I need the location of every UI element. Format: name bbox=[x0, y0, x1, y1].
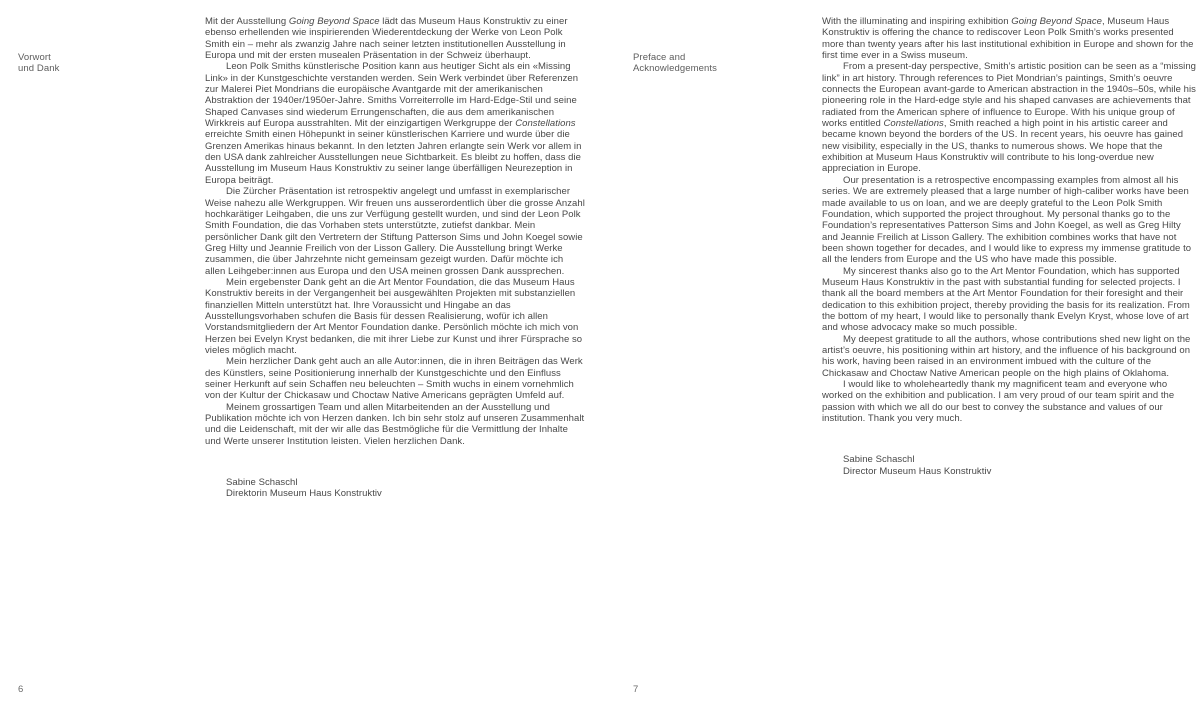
text-segment: erreichte Smith einen Höhepunkt in seiner künstlerischen Karriere und wurde über die Grenzen Amerikas hinaus bekannt. In den letzten Jahren erlangte sein Werk vor allem in den USA dank zahlreicher Ausstellungen neue Sichtbarkeit. Es bleibt zu hoffen, dass die Ausstellung im Museum Haus Konstruktiv zu seiner lange überfälligen Neurezeption in Europa beiträgt. bbox=[205, 129, 582, 186]
paragraph bbox=[822, 61, 1196, 174]
paragraph bbox=[205, 277, 585, 356]
text-segment: , Smith reached a high point in his artistic career and became known beyond the borders of the US. In recent years, his oeuvre has gained new visibility, especially in the US, thanks to numerous shows. We hope that the exhibition at Museum Haus Konstruktiv will contribute to his long-overdue new appreciation in Europe. bbox=[822, 118, 1184, 175]
text-segment: With the illuminating and inspiring exhibition bbox=[822, 16, 1012, 27]
text-segment: Our presentation is a retrospective encompassing examples from almost all his series. We are extremely pleased that a large number of high-caliber works have been made available to us on loan, and we are deeply grateful to the Leon Polk Smith Foundation, which supported the project throughout. My personal thanks go to the Foundation’s representatives Patterson Sims and John Koegel, as well as Greg Hilty and Jeannie Freilich at Lisson Gallery. The exhibition combines works that have not been shown together for decades, and I would like to express my immense gratitude to all the lenders from Europe and the US who have made this possible. bbox=[822, 174, 1192, 266]
paragraph bbox=[822, 16, 1196, 61]
signature-name: Sabine Schaschl bbox=[843, 454, 915, 466]
paragraph bbox=[205, 16, 585, 61]
italic-text: Going Beyond Space bbox=[1011, 16, 1102, 27]
english-text-column bbox=[822, 16, 1196, 477]
paragraph bbox=[205, 356, 585, 401]
german-text-column bbox=[205, 16, 585, 500]
text-segment: Leon Polk Smiths künstlerische Position kann aus heutiger Sicht als ein «Missing Link» in der Kunstgeschichte verstanden werden. Sein Werk verbindet über Referenzen zur Malerei Piet Mondrians die europäische Avantgarde mit der amerikanischen Abstraktion der 1940er/1950er-Jahre. Smiths Vorreiterrolle im Hard-Edge-Stil und seine Shaped Canvases sind wiederum Errungenschaften, die aus dem amerikanischen Wirkkreis auf Europa ausstrahlten. Mit der einzigartigen Werkgruppe der bbox=[205, 61, 579, 130]
margin-label-line: und Dank bbox=[18, 63, 60, 75]
italic-text: Constellations bbox=[515, 118, 576, 130]
signature-title: Director Museum Haus Konstruktiv bbox=[843, 465, 992, 477]
text-segment: lädt das Museum Haus Konstruktiv zu einer ebenso erhellenden wie inspirierenden Wiederentdeckung der Werke von Leon Polk Smith ein – mehr als zwanzig Jahre nach seiner letzten institutionellen Ausstellung in Europa und mit der ersten musealen Präsentation in der Schweiz überhaupt. bbox=[205, 16, 568, 62]
signature-title: Direktorin Museum Haus Konstruktiv bbox=[226, 488, 382, 500]
margin-label-line: Preface and bbox=[633, 52, 686, 63]
margin-label-preface bbox=[633, 52, 717, 75]
text-segment: , Museum Haus Konstruktiv is offering the chance to rediscover Leon Polk Smith’s works presented more than twenty years after his last institutional exhibition in Europe and shown for the first time ever in a Swiss museum. bbox=[822, 16, 1194, 62]
margin-label-line: Vorwort bbox=[18, 52, 51, 63]
english-paragraphs bbox=[822, 16, 1196, 424]
signature-block-english bbox=[822, 454, 1196, 477]
paragraph bbox=[822, 379, 1196, 424]
text-segment: Die Zürcher Präsentation ist retrospektiv angelegt und umfasst in exemplarischer Weise nahezu alle Werkgruppen. Wir freuen uns ausserordentlich über die grosse Anzahl hochkarätiger Leihgaben, die uns zur Verfügung gestellt wurden, und sind der Leon Polk Smith Foundation, die das Vorhaben stets unterstützte, zutiefst dankbar. Mein persönlicher Dank gilt den Vertretern der Stiftung Patterson Sims und John Koegel sowie Greg Hilty und Jeannie Freilich von der Lisson Gallery. Die Ausstellung bringt Werke zusammen, die über Jahrzehnte nicht gemeinsam gezeigt wurden. Dafür möchte ich allen Leihgeber:innen aus Europa und den USA meinen grossen Dank aussprechen. bbox=[205, 186, 585, 277]
paragraph bbox=[822, 175, 1196, 266]
text-segment: Meinem grossartigen Team und allen Mitarbeitenden an der Ausstellung und Publikation möchte ich von Herzen danken. Ich bin sehr stolz auf unseren Zusammenhalt und die Leidenschaft, mit der wir alle das Bestmögliche für die Vermittlung der Inhalte und Werte unserer Institution leisten. Vielen herzlichen Dank. bbox=[205, 401, 585, 447]
text-segment: From a present-day perspective, Smith’s artistic position can be seen as a “missing link” in art history. Through references to Piet Mondrian’s paintings, Smith’s oeuvre connects the European avant-garde to American abstraction in the 1940s–50s, while his pioneering role in the Hard-edge style and his shaped canvases are achievements that radiated from the American sphere of influence to Europe. With his unique group of works entitled bbox=[822, 61, 1196, 130]
paragraph bbox=[822, 266, 1196, 334]
margin-label-line: Acknowledgements bbox=[633, 63, 717, 75]
text-segment: Mit der Ausstellung bbox=[205, 16, 289, 27]
page-number-right: 7 bbox=[633, 684, 639, 695]
text-segment: I would like to wholeheartedly thank my magnificent team and everyone who worked on the exhibition and publication. I am very proud of our team spirit and the passion with which we all do our best to convey the substance and values of our institution. Thank you very much. bbox=[822, 379, 1175, 425]
text-segment: Mein herzlicher Dank geht auch an alle Autor:innen, die in ihren Beiträgen das Werk des Künstlers, seine Positionierung innerhalb der Kunstgeschichte und den Einfluss seiner Herkunft auf sein Schaffen neu beleuchten – Smith wuchs in einem vornehmlich von der Kultur der Chickasaw und Choctaw Native Americans geprägten Umfeld auf. bbox=[205, 356, 583, 402]
paragraph bbox=[822, 334, 1196, 379]
page-number-left: 6 bbox=[18, 684, 24, 695]
paragraph bbox=[205, 61, 585, 186]
text-segment: Mein ergebenster Dank geht an die Art Mentor Foundation, die das Museum Haus Konstruktiv bereits in der Vergangenheit bei ausgewählten Projekten mit substanziellen finanziellen Mitteln unterstützt hat. Ihre Voraussicht und Hingabe an das Ausstellungsvorhaben schufen die Basis für dessen Realisierung, wofür ich allen Vorstandsmitgliedern der Art Mentor Foundation danke. Persönlich möchte ich mich von Herzen bei Evelyn Kryst bedanken, die mit ihrer Liebe zur Kunst und ihrer Fürsprache so vieles möglich macht. bbox=[205, 276, 583, 356]
italic-text: Going Beyond Space bbox=[288, 16, 380, 27]
italic-text: Constellations bbox=[883, 118, 944, 130]
text-segment: My sincerest thanks also go to the Art Mentor Foundation, which has supported Museum Haus Konstruktiv in the past with substantial funding for selected projects. I thank all the board members at the Art Mentor Foundation for their foresight and their dedication to this exhibition project, thereby providing the basis for its realization. From the bottom of my heart, I would like to personally thank Evelyn Kryst, whose love of art and whose advocacy make so much possible. bbox=[822, 265, 1190, 334]
text-segment: My deepest gratitude to all the authors, whose contributions shed new light on the artist’s oeuvre, his positioning within art history, and the influence of his background on his work, having been raised in an environment imbued with the culture of the Chickasaw and Choctaw Native American people on the high plains of Oklahoma. bbox=[822, 333, 1191, 379]
paragraph bbox=[205, 186, 585, 277]
signature-name: Sabine Schaschl bbox=[226, 477, 298, 489]
margin-label-vorwort bbox=[18, 52, 59, 75]
paragraph bbox=[205, 402, 585, 447]
german-paragraphs bbox=[205, 16, 585, 447]
signature-block-german bbox=[205, 477, 585, 500]
